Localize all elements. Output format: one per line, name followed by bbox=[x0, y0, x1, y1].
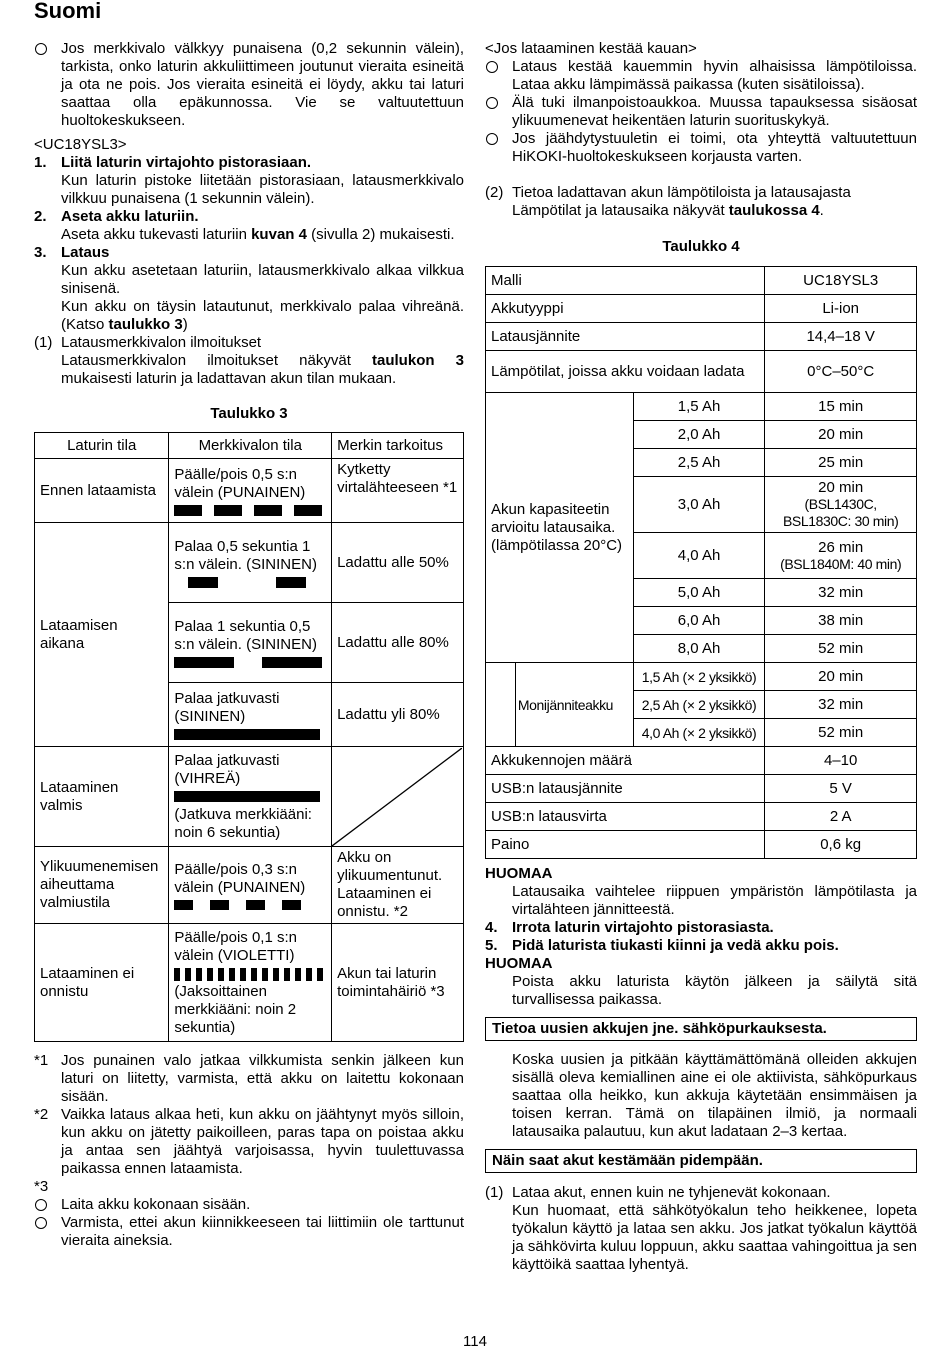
bullet-circle-icon bbox=[35, 1199, 47, 1211]
sub-1-text: Latausmerkkivalon ilmoitukset näkyvät taulukon 3 mukaisesti laturin ja ladattavan akun tilan mukaan. bbox=[61, 352, 464, 387]
step-3-text-2: Kun akku on täysin latautunut, merkkivalo palaa vihreänä. (Katso taulukko 3) bbox=[61, 298, 464, 333]
list-item: Jos merkkivalo välkkyy punaisena (0,2 sekunnin välein), tarkista, onko laturin akkuliittimeen joutunut vieraita esineitä ja ota ne pois. Jos vieraita esineitä ei löydy, akku tai laturi saattaa olla epäkunnossa. Vie se valtuutettuun huoltokeskukseen. bbox=[34, 40, 464, 130]
steady-blue-icon bbox=[174, 729, 326, 740]
steady-green-icon bbox=[174, 791, 326, 802]
sub-3-text: Kun huomaat, että sähkötyökalun teho heikkenee, lopeta työkalun käyttö ja lataa sen akku. Jos jatkat työkalun käyttöä ja sähkövirta kuluu loppuun, akku saattaa vahingoittua ja sen käyttöikä saattaa lyhentyä. bbox=[512, 1202, 917, 1273]
bullet-circle-icon bbox=[486, 97, 498, 109]
table-row: 4,0 Ah 26 min (BSL1840M: 40 min) bbox=[486, 533, 917, 579]
longevity-box-heading: Näin saat akut kestämään pidempään. bbox=[485, 1149, 917, 1173]
page-number: 114 bbox=[463, 1333, 487, 1350]
blink-pattern-violet-icon bbox=[174, 968, 326, 981]
list-item: Jos jäähdytystuuletin ei toimi, ota yhteyttä valtuutettuun HiKOKI-huoltokeskukseen korjausta varten. bbox=[485, 130, 917, 166]
list-item: Laita akku kokonaan sisään. bbox=[34, 1196, 464, 1214]
table-row: 4,0 Ah (× 2 yksikkö) 52 min bbox=[486, 719, 917, 747]
table-3 bbox=[34, 432, 464, 1042]
step-2-title: 2. Aseta akku laturiin. bbox=[34, 208, 199, 225]
blink-pattern-red-fast-icon bbox=[174, 900, 326, 910]
right-column bbox=[485, 40, 917, 1274]
table-row: Palaa jatkuvasti (SININEN) Ladattu yli 80% bbox=[35, 683, 464, 747]
sub-1-title: (1) Latausmerkkivalon ilmoitukset bbox=[34, 334, 262, 351]
table-row: 2,5 Ah (× 2 yksikkö) 32 min bbox=[486, 691, 917, 719]
table-row: Lataamisen aikana Palaa 0,5 sekuntia 1 s:n välein. (SININEN) Ladattu alle 50% bbox=[35, 523, 464, 603]
table-3-caption: Taulukko 3 bbox=[210, 405, 288, 422]
step-1-text: Kun laturin pistoke liitetään pistorasiaan, latausmerkkivalo vilkkuu punaisena (1 sekunnin välein). bbox=[61, 172, 464, 207]
table-4-caption: Taulukko 4 bbox=[662, 238, 740, 255]
diagonal-cell bbox=[332, 747, 464, 847]
bullet-circle-icon bbox=[486, 61, 498, 73]
step-5: 5. Pidä laturista tiukasti kiinni ja vedä akku pois. bbox=[485, 937, 839, 954]
note-2-text: Poista akku laturista käytön jälkeen ja säilytä sitä turvallisessa paikassa. bbox=[512, 973, 917, 1008]
table-row: Palaa 1 sekuntia 0,5 s:n välein. (SININEN) Ladattu alle 80% bbox=[35, 603, 464, 683]
long-charge-heading: <Jos lataaminen kestää kauan> bbox=[485, 40, 697, 57]
footnote-3: *3 bbox=[34, 1178, 49, 1195]
table-row: Laturin tila Merkkivalon tila Merkin tarkoitus bbox=[35, 433, 464, 459]
table-row: Lataaminen valmis Palaa jatkuvasti (VIHREÄ) (Jatkuva merkkiääni: noin 6 sekuntia) bbox=[35, 747, 464, 847]
sub-2-text: Lämpötilat ja latausaika näkyvät taulukossa 4. bbox=[512, 202, 824, 219]
left-column bbox=[34, 40, 464, 1250]
list-item: Älä tuki ilmanpoistoaukkoa. Muussa tapauksessa sisäosat ylikuumenevat heikentäen laturin suorituskykyä. bbox=[485, 94, 917, 130]
bullet-circle-icon bbox=[35, 1217, 47, 1229]
blink-pattern-blue-icon bbox=[188, 577, 326, 588]
table-row: 5,0 Ah 32 min bbox=[486, 579, 917, 607]
sub-2-title: (2) Tietoa ladattavan akun lämpötiloista ja latausajasta bbox=[485, 184, 851, 201]
table-row: Ylikuumenemisen aiheuttama valmiustila Päälle/pois 0,3 s:n välein (PUNAINEN) Akku on ylikuumentunut. Lataaminen ei onnistu. *2 bbox=[35, 847, 464, 924]
blink-pattern-blue-long-icon bbox=[174, 657, 326, 668]
sub-3-title: (1) Lataa akut, ennen kuin ne tyhjenevät kokonaan. bbox=[485, 1184, 831, 1201]
bullet-circle-icon bbox=[35, 43, 47, 55]
table-row: Monijänniteakku 1,5 Ah (× 2 yksikkö) 20 min bbox=[486, 663, 917, 691]
list-item: Varmista, ettei akun kiinnikkeeseen tai liittimiin ole tarttunut vieraita aineksia. bbox=[34, 1214, 464, 1250]
table-row: Lataaminen ei onnistu Päälle/pois 0,1 s:n välein (VIOLETTI) (Jaksoittainen merkkiääni: noin 2 sekuntia) Akun tai laturin toimintahäiriö *3 bbox=[35, 924, 464, 1042]
step-4: 4. Irrota laturin virtajohto pistorasiasta. bbox=[485, 919, 774, 936]
note-1-text: Latausaika vaihtelee riippuen ympäristön lämpötilasta ja virtalähteen jännitteestä. bbox=[512, 883, 917, 918]
model-heading: <UC18YSL3> bbox=[34, 136, 127, 153]
note-1-title: HUOMAA bbox=[485, 865, 553, 882]
step-3-text-1: Kun akku asetetaan laturiin, latausmerkkivalo alkaa vilkkua sinisenä. bbox=[61, 262, 464, 297]
table-row: Akkukennojen määrä 4–10 bbox=[486, 747, 917, 775]
list-item: Lataus kestää kauemmin hyvin alhaisissa lämpötiloissa. Lataa akku lämpimässä paikassa (kuten sisätiloissa). bbox=[485, 58, 917, 94]
table-row: Ennen lataamista Päälle/pois 0,5 s:n välein (PUNAINEN) Kytketty virtalähteeseen *1 bbox=[35, 459, 464, 523]
table-row: USB:n latausvirta 2 A bbox=[486, 803, 917, 831]
footnote-1: *1 Jos punainen valo jatkaa vilkkumista senkin jälkeen kun laturi on liitetty, varmista, että akku on laitettu kokonaan sisään. bbox=[34, 1052, 464, 1105]
table-row: 3,0 Ah 20 min (BSL1430C, BSL1830C: 30 min) bbox=[486, 477, 917, 533]
footnote-2: *2 Vaikka lataus alkaa heti, kun akku on jäähtynyt myös silloin, kun akku on jätetty paikoilleen, paras tapa on poistaa akku ja antaa sen jäähtyä varjoisassa, hyvin tuulettuvassa paikassa ennen lataamista. bbox=[34, 1106, 464, 1177]
step-2-text: Aseta akku tukevasti laturiin kuvan 4 (sivulla 2) mukaisesti. bbox=[61, 226, 455, 243]
table-row: 8,0 Ah 52 min bbox=[486, 635, 917, 663]
table-row: 2,0 Ah 20 min bbox=[486, 421, 917, 449]
bullet-circle-icon bbox=[486, 133, 498, 145]
table-row: 6,0 Ah 38 min bbox=[486, 607, 917, 635]
blink-pattern-red-icon bbox=[174, 505, 326, 516]
table-row: USB:n latausjännite 5 V bbox=[486, 775, 917, 803]
table-row: Lämpötilat, joissa akku voidaan ladata 0°C–50°C bbox=[486, 351, 917, 393]
table-row: Latausjännite 14,4–18 V bbox=[486, 323, 917, 351]
table-row: Akkutyyppi Li-ion bbox=[486, 295, 917, 323]
table-row: 2,5 Ah 25 min bbox=[486, 449, 917, 477]
step-3-title: 3. Lataus bbox=[34, 244, 110, 261]
diagonal-line-icon bbox=[332, 748, 462, 846]
discharge-text: Koska uusien ja pitkään käyttämättömänä olleiden akkujen sisällä oleva kemiallinen aine ei ole aktiivista, sähköpurkaus saattaa olla heikko, kun akkuja käytetään ensimmäisen ja toisen kerran. Tämä on tilapäinen ilmiö, ja normaali latausaika palautuu, kun akut ladataan 2–3 kertaa. bbox=[512, 1051, 917, 1140]
note-2-title: HUOMAA bbox=[485, 955, 553, 972]
discharge-box-heading: Tietoa uusien akkujen jne. sähköpurkauksesta. bbox=[485, 1017, 917, 1041]
step-1-title: 1. Liitä laturin virtajohto pistorasiaan. bbox=[34, 154, 312, 171]
table-row: Akun kapasiteetin arvioitu latausaika. (lämpötilassa 20°C) 1,5 Ah 15 min bbox=[486, 393, 917, 421]
page-heading: Suomi bbox=[34, 0, 102, 23]
table-row: Paino 0,6 kg bbox=[486, 831, 917, 859]
table-4 bbox=[485, 266, 917, 859]
table-row: Malli UC18YSL3 bbox=[486, 267, 917, 295]
